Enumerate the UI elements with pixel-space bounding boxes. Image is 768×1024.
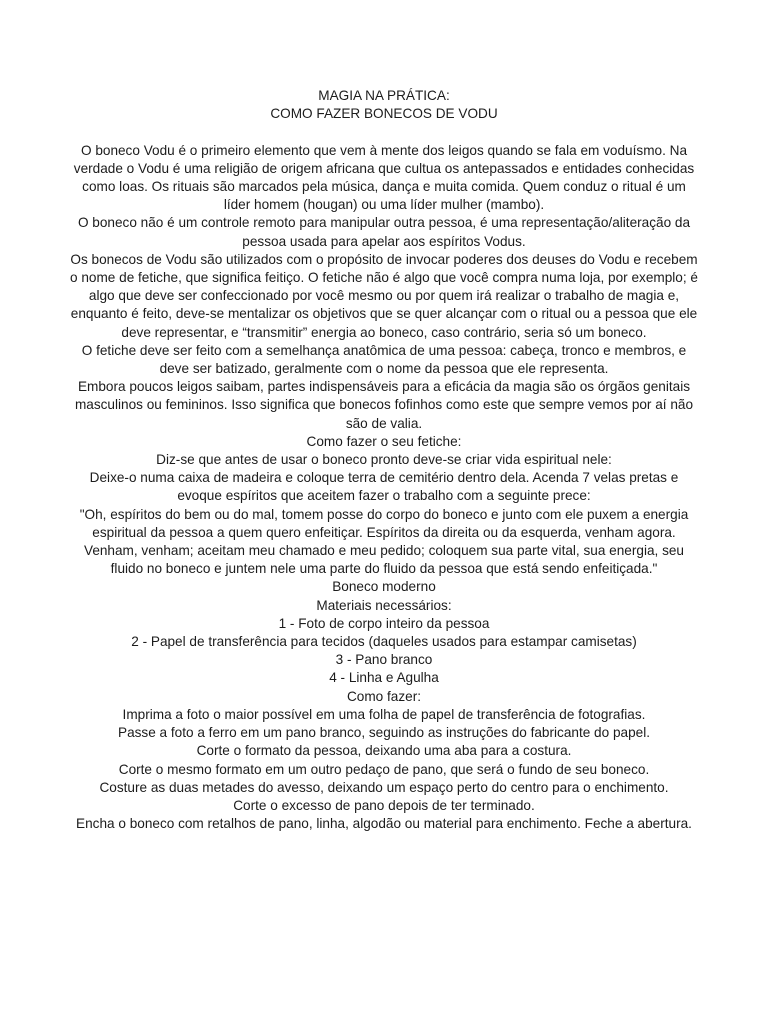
document-paragraph: Costure as duas metades do avesso, deixando um espaço perto do centro para o enchimento. [99,779,669,795]
document-paragraph: Os bonecos de Vodu são utilizados com o propósito de invocar poderes dos deuses do Vodu e recebem o nome de fetiche, que significa feitiço. O fetiche não é algo que você compra numa loja, por exemplo; é algo que deve ser confeccionado por você mesmo ou por quem irá realizar o trabalho de magia e, enquanto é feito, deve-se mentalizar os objetivos que se quer alcançar com o ritual ou a pessoa que ele deve representar, e “transmitir” energia ao boneco, caso contrário, seria só um boneco. [70,251,698,340]
document-paragraph: Imprima a foto o maior possível em uma folha de papel de transferência de fotografias. [122,706,646,722]
document-paragraph: 1 - Foto de corpo inteiro da pessoa [278,615,490,631]
title-spacer [70,123,698,141]
document-page [70,87,698,833]
document-paragraph: O boneco Vodu é o primeiro elemento que vem à mente dos leigos quando se fala em voduísmo. Na verdade o Vodu é uma religião de origem africana que cultua os antepassados e entidades conhecidas como loas. Os rituais são marcados pela música, dança e muita comida. Quem conduz o ritual é um líder homem (hougan) ou uma líder mulher (mambo). [73,142,695,213]
document-paragraph: Boneco moderno [332,579,436,595]
document-paragraph: 4 - Linha e Agulha [329,670,439,686]
document-paragraph: Como fazer o seu fetiche: [306,433,462,449]
document-paragraph: Materiais necessários: [316,597,452,613]
document-paragraph: Corte o mesmo formato em um outro pedaço de pano, que será o fundo de seu boneco. [118,761,650,777]
document-body [70,142,698,834]
document-paragraph: Diz-se que antes de usar o boneco pronto deve-se criar vida espiritual nele: [156,452,612,468]
document-paragraph: O boneco não é um controle remoto para manipular outra pessoa, é uma representação/aliteração da pessoa usada para apelar aos espíritos Vodus. [77,215,691,249]
document-paragraph: "Oh, espíritos do bem ou do mal, tomem posse do corpo do boneco e junto com ele puxem a energia espiritual da pessoa a quem quero enfeitiçar. Espíritos da direita ou da esquerda, venham agora. Venham, venham; aceitam meu chamado e meu pedido; coloquem sua parte vital, sua energia, seu fluido no boneco e juntem nele uma parte do fluido da pessoa que está sendo enfeitiçada." [79,506,689,577]
document-paragraph: Passe a foto a ferro em um pano branco, seguindo as instruções do fabricante do papel. [118,725,650,741]
document-paragraph: Corte o formato da pessoa, deixando uma aba para a costura. [196,743,572,759]
document-title-line-1: MAGIA NA PRÁTICA: [318,88,450,103]
document-paragraph: 2 - Papel de transferência para tecidos (daqueles usados para estampar camisetas) [131,634,637,650]
document-title-line-2: COMO FAZER BONECOS DE VODU [270,106,498,122]
document-paragraph: Encha o boneco com retalhos de pano, linha, algodão ou material para enchimento. Feche a abertura. [76,816,692,832]
document-paragraph: Como fazer: [346,688,422,704]
document-paragraph: Corte o excesso de pano depois de ter terminado. [233,797,535,813]
document-paragraph: Deixe-o numa caixa de madeira e coloque terra de cemitério dentro dela. Acenda 7 velas pretas e evoque espíritos que aceitem fazer o trabalho com a seguinte prece: [89,470,679,504]
document-paragraph: 3 - Pano branco [335,652,433,668]
document-paragraph: Embora poucos leigos saibam, partes indispensáveis para a eficácia da magia são os órgãos genitais masculinos ou femininos. Isso significa que bonecos fofinhos como este que sempre vemos por aí não são de valia. [74,379,694,431]
document-paragraph: O fetiche deve ser feito com a semelhança anatômica de uma pessoa: cabeça, tronco e membros, e deve ser batizado, geralmente com o nome da pessoa que ele representa. [81,342,687,377]
